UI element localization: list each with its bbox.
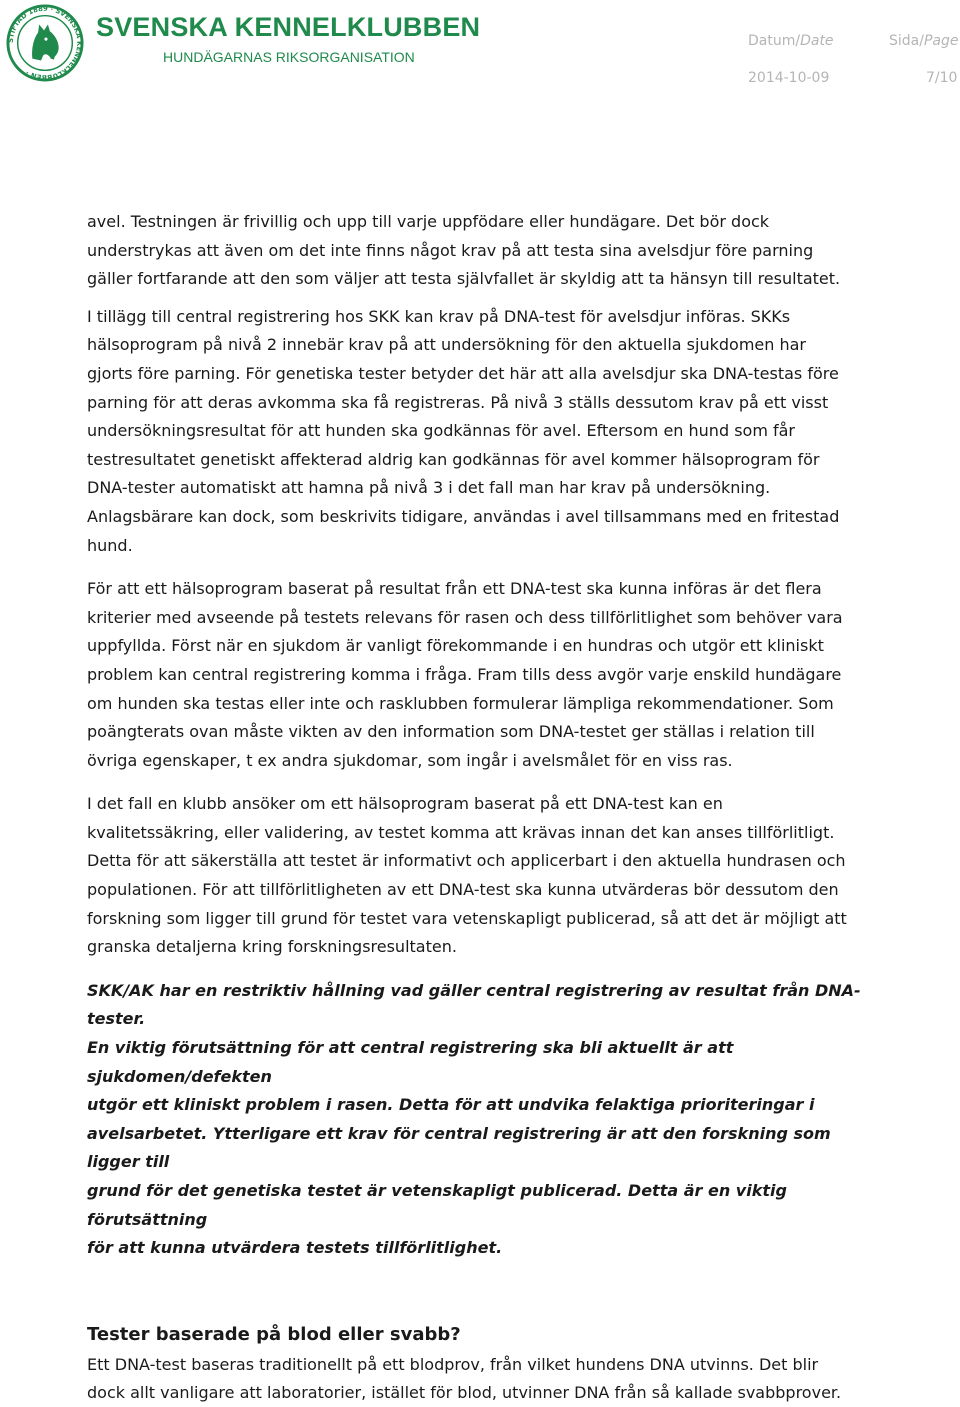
page-number: 7/10 (926, 70, 958, 86)
paragraph-central-registration: I tillägg till central registrering hos SKK kan krav på DNA-test för avelsdjur införas. SKKs hälsoprogram på nivå 2 innebär krav på att undersökning för den aktuella sjukdomen har gjorts före parning. För genetiska tester betyder det här att alla avelsdjur ska DNA-testas före parning för att deras avkomma ska få registreras. På nivå 3 ställs dessutom krav på ett visst undersökningsresultat för att hunden ska godkännas för avel. Eftersom en hund som får testresultatet genetiskt affekterad aldrig kan godkännas för avel kommer hälsoprogram för DNA-tester automatiskt att hamna på nivå 3 i det fall man har krav på undersökning. Anlagsbärare kan dock, som beskrivits tidigare, användas i avel tillsammans med en fritestad hund. (87, 306, 840, 555)
org-name: SVENSKA KENNELKLUBBEN (96, 12, 481, 42)
page-label: Sida/Page (889, 33, 959, 49)
paragraph-health-program-criteria: För att ett hälsoprogram baserat på resultat från ett DNA-test ska kunna införas är det flera kriterier med avseende på testets relevans för rasen och dess tillförlitlighet som behöver vara uppfyllda. Först när en sjukdom är vanligt förekommande i en hundras och utgör ett kliniskt problem kan central registrering komma i fråga. Fram tills dess avgör varje enskild hundägare om hunden ska testas eller inte och rasklubben formulerar lämpliga rekommendationer. Som poängterats ovan måste vikten av den information som DNA-testet ger ställas i relation till övriga egenskaper, t ex andra sjukdomar, som ingår i avelsmålet för en viss ras. (87, 579, 843, 770)
org-tagline: HUNDÄGARNAS RIKSORGANISATION (163, 49, 415, 65)
document-body (87, 208, 877, 1407)
skk-logo-icon (6, 4, 84, 82)
page-header (0, 0, 960, 100)
paragraph-blood-or-swab: Ett DNA-test baseras traditionellt på ett blodprov, från vilket hundens DNA utvinns. Det blir dock allt vanligare att laboratorier, istället för blod, utvinner DNA från så kallade svabbprover. (87, 1354, 842, 1402)
section-heading: Tester baserade på blod eller svabb? (87, 1323, 461, 1345)
paragraph-skk-position: SKK/AK har en restriktiv hållning vad gäller central registrering av resultat från DNA-tester. En viktig förutsättning för att central registrering ska bli aktuellt är att sjukdomen/defekten utgör ett kliniskt problem i rasen. Detta för att undvika felaktiga prioriteringar i avelsarbetet. Ytterligare ett krav för central registrering är att den forskning som ligger till grund för det genetiska testet är vetenskapligt publicerad. Detta är en viktig förutsättning för att kunna utvärdera testets tillförlitlighet. (87, 980, 861, 1258)
date-value: 2014-10-09 (748, 70, 830, 86)
paragraph-test-validation: I det fall en klubb ansöker om ett hälsoprogram baserat på ett DNA-test kan en kvalitetssäkring, eller validering, av testet komma att krävas innan det kan anses tillförlitligt. Detta för att säkerställa att testet är informativt och applicerbart i den aktuella hundrasen och populationen. För att tillförlitligheten av ett DNA-test ska kunna utvärderas bör dessutom den forskning som ligger till grund för testet vara vetenskapligt publicerad, så att det är möjligt att granska detaljerna kring forskningsresultaten. (87, 794, 847, 957)
date-label: Datum/Date (748, 33, 834, 49)
paragraph-testing-voluntary: avel. Testningen är frivillig och upp till varje uppfödare eller hundägare. Det bör dock understrykas att även om det inte finns något krav på att testa sina avelsdjur före parning gäller fortfarande att den som väljer att testa självfallet är skyldig att ta hänsyn till resultatet. (87, 212, 841, 289)
svg-text:STIFTAD 1889 · SVENSKA KENNELK: STIFTAD 1889 · SVENSKA KENNELKLUBBEN · (6, 4, 84, 82)
